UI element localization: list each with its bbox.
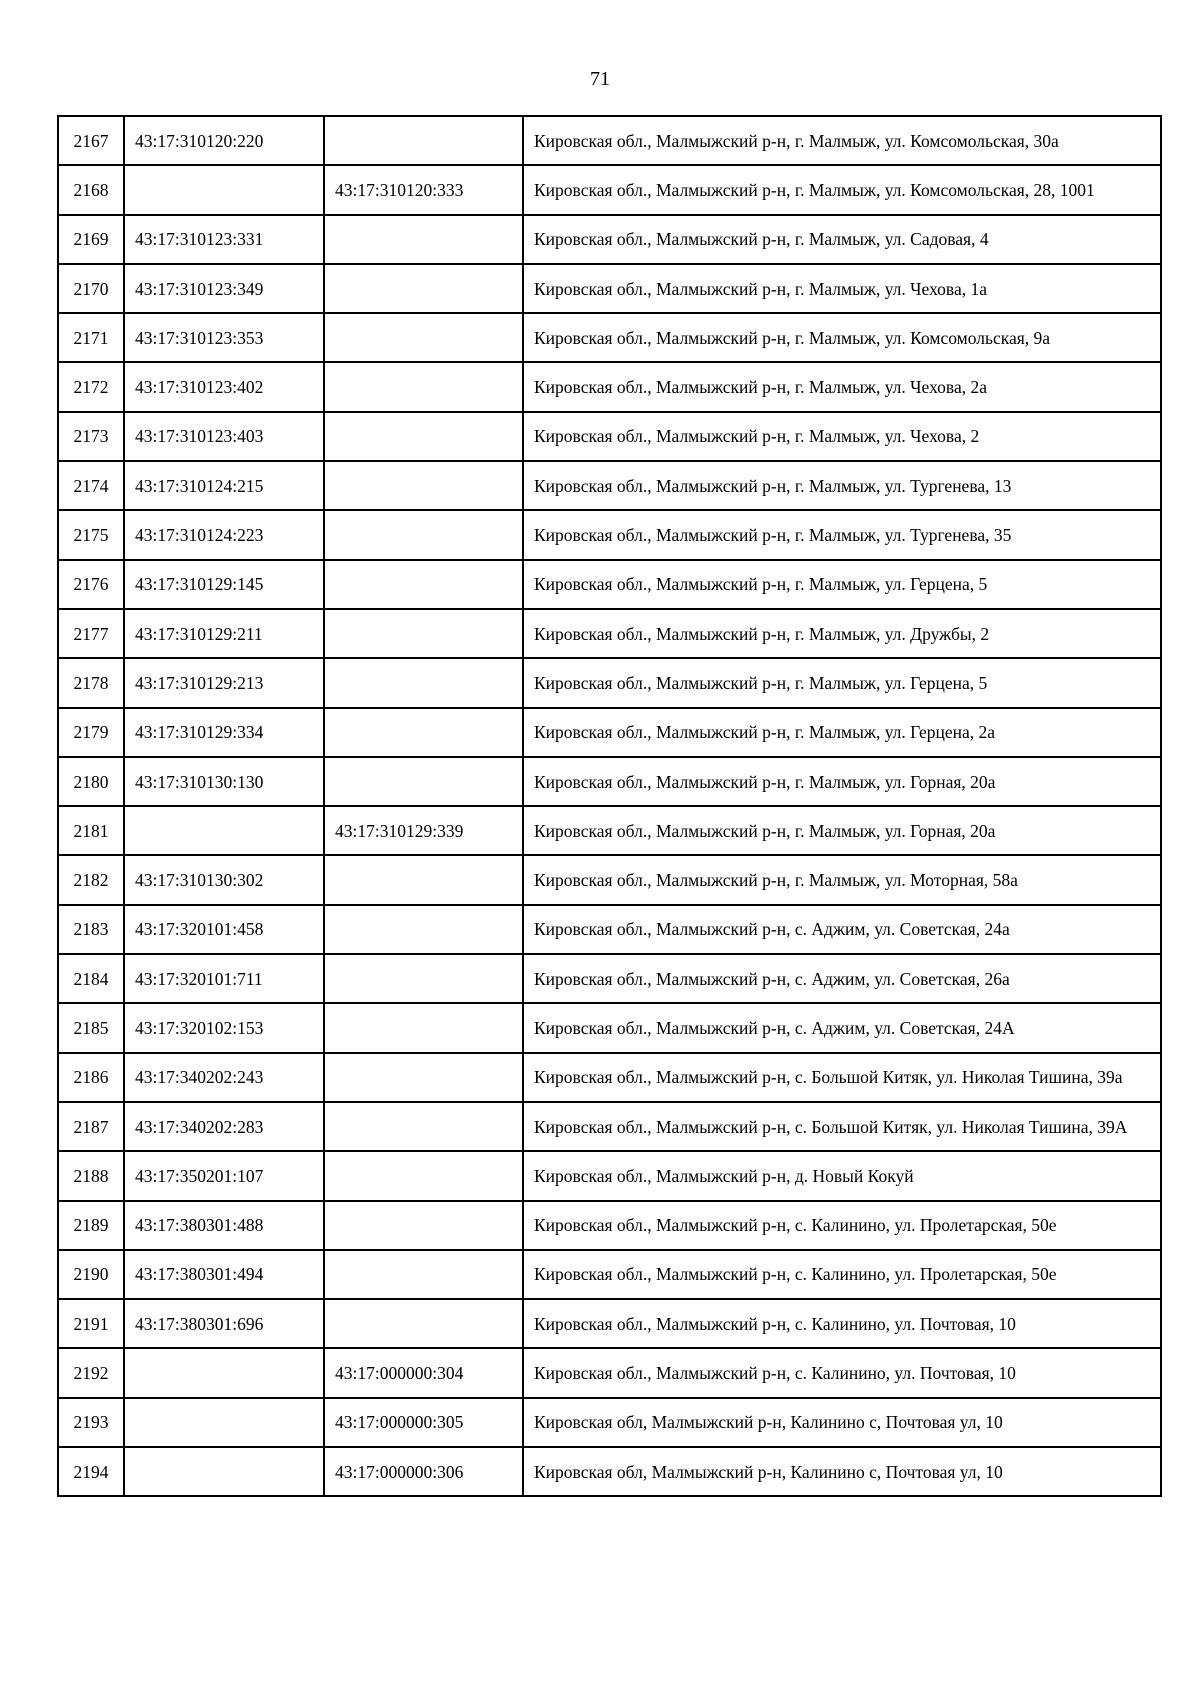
row-number-cell: 2175 (58, 510, 124, 559)
row-number-cell: 2180 (58, 757, 124, 806)
address-cell: Кировская обл., Малмыжский р-н, с. Большой Китяк, ул. Николая Тишина, 39а (523, 1053, 1161, 1102)
address-cell: Кировская обл., Малмыжский р-н, г. Малмыж, ул. Комсомольская, 9а (523, 313, 1161, 362)
address-cell: Кировская обл., Малмыжский р-н, с. Калинино, ул. Пролетарская, 50е (523, 1201, 1161, 1250)
cadastral-number-cell: 43:17:310124:215 (124, 461, 324, 510)
address-cell: Кировская обл., Малмыжский р-н, с. Калинино, ул. Почтовая, 10 (523, 1299, 1161, 1348)
row-number-cell: 2194 (58, 1447, 124, 1496)
related-cadastral-number-cell (324, 954, 523, 1003)
registry-table (57, 115, 1162, 1497)
cadastral-number-cell (124, 806, 324, 855)
address-cell: Кировская обл., Малмыжский р-н, г. Малмыж, ул. Герцена, 5 (523, 560, 1161, 609)
row-number-cell: 2193 (58, 1398, 124, 1447)
table-row (58, 165, 1161, 214)
address-cell: Кировская обл., Малмыжский р-н, с. Аджим, ул. Советская, 26а (523, 954, 1161, 1003)
address-cell: Кировская обл., Малмыжский р-н, г. Малмыж, ул. Горная, 20а (523, 806, 1161, 855)
row-number-cell: 2177 (58, 609, 124, 658)
table-row (58, 1250, 1161, 1299)
related-cadastral-number-cell (324, 757, 523, 806)
cadastral-number-cell: 43:17:380301:488 (124, 1201, 324, 1250)
related-cadastral-number-cell: 43:17:310120:333 (324, 165, 523, 214)
row-number-cell: 2184 (58, 954, 124, 1003)
cadastral-number-cell: 43:17:310130:302 (124, 855, 324, 904)
row-number-cell: 2173 (58, 412, 124, 461)
table-row (58, 461, 1161, 510)
cadastral-number-cell: 43:17:310130:130 (124, 757, 324, 806)
related-cadastral-number-cell (324, 510, 523, 559)
row-number-cell: 2191 (58, 1299, 124, 1348)
row-number-cell: 2179 (58, 708, 124, 757)
address-cell: Кировская обл., Малмыжский р-н, г. Малмыж, ул. Комсомольская, 28, 1001 (523, 165, 1161, 214)
related-cadastral-number-cell (324, 1053, 523, 1102)
related-cadastral-number-cell (324, 313, 523, 362)
address-cell: Кировская обл., Малмыжский р-н, д. Новый Кокуй (523, 1151, 1161, 1200)
cadastral-number-cell (124, 165, 324, 214)
address-cell: Кировская обл., Малмыжский р-н, г. Малмыж, ул. Моторная, 58а (523, 855, 1161, 904)
row-number-cell: 2167 (58, 116, 124, 165)
table-row (58, 510, 1161, 559)
cadastral-number-cell (124, 1398, 324, 1447)
related-cadastral-number-cell (324, 1151, 523, 1200)
row-number-cell: 2183 (58, 905, 124, 954)
related-cadastral-number-cell (324, 1102, 523, 1151)
cadastral-number-cell: 43:17:380301:494 (124, 1250, 324, 1299)
address-cell: Кировская обл., Малмыжский р-н, с. Аджим, ул. Советская, 24А (523, 1003, 1161, 1052)
related-cadastral-number-cell (324, 362, 523, 411)
related-cadastral-number-cell (324, 116, 523, 165)
table-row (58, 1102, 1161, 1151)
address-cell: Кировская обл., Малмыжский р-н, г. Малмыж, ул. Чехова, 1а (523, 264, 1161, 313)
address-cell: Кировская обл., Малмыжский р-н, г. Малмыж, ул. Герцена, 2а (523, 708, 1161, 757)
cadastral-number-cell: 43:17:380301:696 (124, 1299, 324, 1348)
row-number-cell: 2186 (58, 1053, 124, 1102)
row-number-cell: 2190 (58, 1250, 124, 1299)
table-row (58, 658, 1161, 707)
cadastral-number-cell (124, 1348, 324, 1397)
related-cadastral-number-cell (324, 1201, 523, 1250)
row-number-cell: 2181 (58, 806, 124, 855)
cadastral-number-cell: 43:17:310123:349 (124, 264, 324, 313)
cadastral-number-cell: 43:17:320102:153 (124, 1003, 324, 1052)
address-cell: Кировская обл., Малмыжский р-н, г. Малмыж, ул. Тургенева, 35 (523, 510, 1161, 559)
table-row (58, 1151, 1161, 1200)
cadastral-number-cell: 43:17:310123:353 (124, 313, 324, 362)
table-row (58, 215, 1161, 264)
address-cell: Кировская обл., Малмыжский р-н, г. Малмыж, ул. Горная, 20а (523, 757, 1161, 806)
table-row (58, 1447, 1161, 1496)
table-row (58, 116, 1161, 165)
cadastral-number-cell: 43:17:350201:107 (124, 1151, 324, 1200)
address-cell: Кировская обл., Малмыжский р-н, г. Малмыж, ул. Дружбы, 2 (523, 609, 1161, 658)
row-number-cell: 2189 (58, 1201, 124, 1250)
address-cell: Кировская обл., Малмыжский р-н, с. Аджим, ул. Советская, 24а (523, 905, 1161, 954)
table-row (58, 313, 1161, 362)
cadastral-number-cell: 43:17:310129:145 (124, 560, 324, 609)
related-cadastral-number-cell (324, 905, 523, 954)
table-row (58, 806, 1161, 855)
table-row (58, 264, 1161, 313)
row-number-cell: 2187 (58, 1102, 124, 1151)
related-cadastral-number-cell (324, 215, 523, 264)
row-number-cell: 2192 (58, 1348, 124, 1397)
row-number-cell: 2172 (58, 362, 124, 411)
table-row (58, 560, 1161, 609)
address-cell: Кировская обл., Малмыжский р-н, с. Большой Китяк, ул. Николая Тишина, 39А (523, 1102, 1161, 1151)
address-cell: Кировская обл., Малмыжский р-н, г. Малмыж, ул. Комсомольская, 30а (523, 116, 1161, 165)
cadastral-number-cell (124, 1447, 324, 1496)
row-number-cell: 2171 (58, 313, 124, 362)
table-row (58, 1398, 1161, 1447)
related-cadastral-number-cell (324, 609, 523, 658)
address-cell: Кировская обл., Малмыжский р-н, г. Малмыж, ул. Чехова, 2 (523, 412, 1161, 461)
address-cell: Кировская обл., Малмыжский р-н, г. Малмыж, ул. Герцена, 5 (523, 658, 1161, 707)
related-cadastral-number-cell (324, 1299, 523, 1348)
related-cadastral-number-cell (324, 658, 523, 707)
table-row (58, 1201, 1161, 1250)
related-cadastral-number-cell (324, 1250, 523, 1299)
cadastral-number-cell: 43:17:310124:223 (124, 510, 324, 559)
table-row (58, 1053, 1161, 1102)
address-cell: Кировская обл., Малмыжский р-н, г. Малмыж, ул. Садовая, 4 (523, 215, 1161, 264)
table-row (58, 954, 1161, 1003)
related-cadastral-number-cell (324, 855, 523, 904)
cadastral-number-cell: 43:17:310129:334 (124, 708, 324, 757)
related-cadastral-number-cell (324, 264, 523, 313)
related-cadastral-number-cell (324, 412, 523, 461)
table-row (58, 757, 1161, 806)
cadastral-number-cell: 43:17:310123:402 (124, 362, 324, 411)
table-row (58, 905, 1161, 954)
row-number-cell: 2185 (58, 1003, 124, 1052)
related-cadastral-number-cell (324, 461, 523, 510)
row-number-cell: 2188 (58, 1151, 124, 1200)
row-number-cell: 2168 (58, 165, 124, 214)
row-number-cell: 2178 (58, 658, 124, 707)
table-row (58, 1003, 1161, 1052)
cadastral-number-cell: 43:17:310129:211 (124, 609, 324, 658)
cadastral-number-cell: 43:17:310123:331 (124, 215, 324, 264)
related-cadastral-number-cell (324, 1003, 523, 1052)
table-row (58, 1299, 1161, 1348)
cadastral-number-cell: 43:17:310123:403 (124, 412, 324, 461)
address-cell: Кировская обл., Малмыжский р-н, с. Калинино, ул. Почтовая, 10 (523, 1348, 1161, 1397)
table-row (58, 1348, 1161, 1397)
address-cell: Кировская обл, Малмыжский р-н, Калинино с, Почтовая ул, 10 (523, 1398, 1161, 1447)
page-number: 71 (590, 68, 610, 90)
related-cadastral-number-cell: 43:17:000000:305 (324, 1398, 523, 1447)
row-number-cell: 2176 (58, 560, 124, 609)
row-number-cell: 2174 (58, 461, 124, 510)
cadastral-number-cell: 43:17:310120:220 (124, 116, 324, 165)
cadastral-number-cell: 43:17:340202:243 (124, 1053, 324, 1102)
cadastral-number-cell: 43:17:340202:283 (124, 1102, 324, 1151)
table-row (58, 609, 1161, 658)
table-row (58, 362, 1161, 411)
row-number-cell: 2170 (58, 264, 124, 313)
table-row (58, 708, 1161, 757)
related-cadastral-number-cell: 43:17:000000:304 (324, 1348, 523, 1397)
address-cell: Кировская обл, Малмыжский р-н, Калинино с, Почтовая ул, 10 (523, 1447, 1161, 1496)
cadastral-number-cell: 43:17:310129:213 (124, 658, 324, 707)
registry-table-body (58, 116, 1161, 1496)
related-cadastral-number-cell (324, 560, 523, 609)
cadastral-number-cell: 43:17:320101:711 (124, 954, 324, 1003)
related-cadastral-number-cell: 43:17:000000:306 (324, 1447, 523, 1496)
address-cell: Кировская обл., Малмыжский р-н, г. Малмыж, ул. Тургенева, 13 (523, 461, 1161, 510)
cadastral-number-cell: 43:17:320101:458 (124, 905, 324, 954)
row-number-cell: 2182 (58, 855, 124, 904)
table-row (58, 412, 1161, 461)
related-cadastral-number-cell: 43:17:310129:339 (324, 806, 523, 855)
address-cell: Кировская обл., Малмыжский р-н, с. Калинино, ул. Пролетарская, 50е (523, 1250, 1161, 1299)
table-row (58, 855, 1161, 904)
row-number-cell: 2169 (58, 215, 124, 264)
related-cadastral-number-cell (324, 708, 523, 757)
address-cell: Кировская обл., Малмыжский р-н, г. Малмыж, ул. Чехова, 2а (523, 362, 1161, 411)
